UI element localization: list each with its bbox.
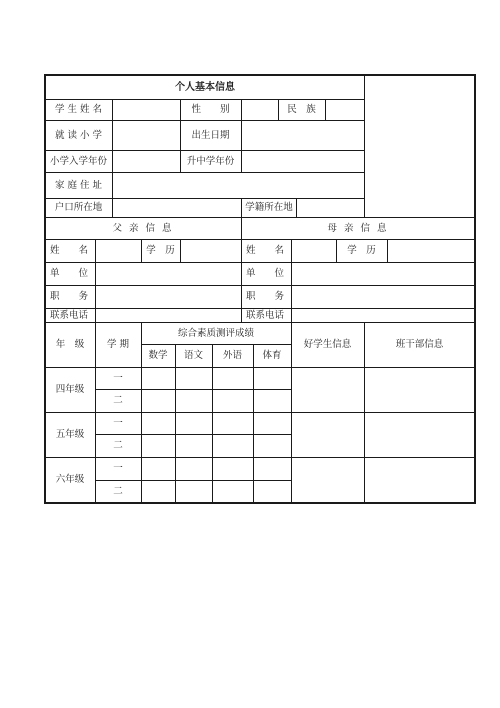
ethnicity-label: 民 族 — [287, 104, 316, 116]
mother-unit-label: 单 位 — [246, 268, 285, 280]
good-student-header: 好学生信息 — [303, 339, 352, 351]
middle-school-year-label: 升中学年份 — [186, 155, 235, 167]
father-edu-label: 学 历 — [146, 245, 175, 257]
father-position-label: 职 务 — [50, 291, 89, 303]
school-label: 就 读 小 学 — [54, 129, 103, 141]
rule-v — [175, 344, 176, 503]
rule-v — [253, 344, 254, 503]
grade-4-term-2: 二 — [113, 395, 123, 407]
rule-v — [387, 239, 388, 262]
gender-label: 性 别 — [191, 104, 230, 116]
mother-edu-label: 学 历 — [347, 245, 376, 257]
grade-4-label: 四年级 — [55, 384, 85, 396]
rule-v — [112, 99, 113, 217]
mother-position-label: 职 务 — [246, 291, 285, 303]
grade-5-term-2: 二 — [113, 440, 123, 452]
birth-date-label: 出生日期 — [191, 129, 230, 141]
grade-column-header: 年 级 — [55, 339, 85, 351]
rule-v — [291, 239, 292, 322]
rule-v — [325, 99, 326, 120]
grade-6-term-1: 一 — [113, 463, 123, 475]
subject-math: 数学 — [148, 350, 168, 362]
term-column-header: 学 期 — [106, 339, 130, 351]
subject-chinese: 语文 — [183, 350, 203, 362]
entry-year-label: 小学入学年份 — [49, 155, 107, 167]
rule-v — [212, 344, 213, 503]
rule-v — [180, 239, 181, 262]
mother-name-label: 姓 名 — [246, 245, 285, 257]
subject-pe: 体育 — [262, 350, 282, 362]
xueji-label: 学籍所在地 — [245, 202, 293, 214]
father-phone-label: 联系电话 — [50, 309, 89, 321]
grade-5-label: 五年级 — [55, 429, 85, 441]
table-border-right — [474, 74, 476, 504]
father-unit-label: 单 位 — [50, 268, 89, 280]
class-cadre-header: 班干部信息 — [395, 339, 444, 351]
rule-v — [95, 239, 96, 322]
address-label: 家 庭 住 址 — [54, 179, 103, 191]
form-title: 个人基本信息 — [175, 81, 235, 93]
father-info-header: 父 亲 信 息 — [112, 222, 174, 234]
grade-5-term-1: 一 — [113, 417, 123, 429]
student-name-label: 学 生 姓 名 — [54, 104, 103, 116]
mother-info-header: 母 亲 信 息 — [327, 222, 389, 234]
hukou-label: 户口所在地 — [54, 202, 103, 214]
father-name-label: 姓 名 — [50, 245, 89, 257]
scores-header: 综合素质测评成绩 — [177, 327, 254, 339]
grade-6-term-2: 二 — [113, 485, 123, 497]
mother-phone-label: 联系电话 — [246, 309, 285, 321]
grade-6-label: 六年级 — [55, 474, 85, 486]
table-border-bottom — [45, 502, 476, 504]
grade-4-term-1: 一 — [113, 372, 123, 384]
subject-english: 外语 — [222, 350, 242, 362]
rule-v — [241, 99, 242, 173]
